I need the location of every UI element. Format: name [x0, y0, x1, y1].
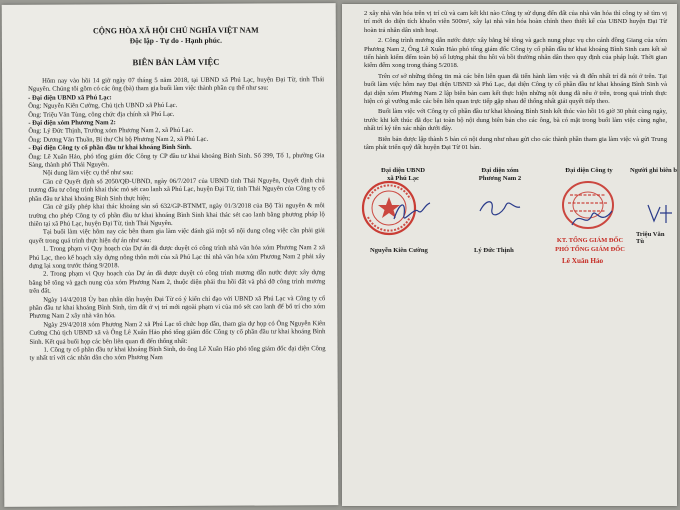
- party-heading-company: - Đại diện Công ty cổ phần đầu tư khai khoáng Bình Sinh.: [28, 144, 192, 152]
- signature-title: Đại diện xóm: [481, 166, 519, 174]
- party-member: Ông: Dương Văn Thuần, Bí thư Chi bộ Phương Nam 2, xã Phú Lạc.: [28, 135, 209, 144]
- paragraph: Tại buổi làm việc hôm nay các bên tham gia làm việc đánh giá một số nội dung công việc cần phải giải quyết trong quá trình thực hiện dự án như sau:: [28, 227, 325, 245]
- national-header: CỘNG HÒA XÃ HỘI CHỦ NGHĨA VIỆT NAM: [92, 25, 259, 36]
- national-motto: Độc lập - Tự do - Hạnh phúc.: [129, 35, 222, 46]
- paragraph: 1. Trong phạm vi Quy hoạch của Dự án đã được duyệt có công trình nhà văn hóa xóm Phương Nam 2 xã Phú Lạc, theo kế hoạch xây dựng nông thôn mới của xã Phú Lạc thì nhà văn hóa xóm Phương Nam 2 phải xây dựng lại xong trước tháng 9/2018.: [28, 244, 326, 270]
- paragraph: Buổi làm việc với Công ty cổ phần đầu tư khai khoáng Bình Sinh kết thúc vào hồi 16 giờ 30 phút cùng ngày, trước khi kết thúc đã đọc lại toàn bộ nội dung biên bản cho các ông, bà có mặt trong buổi làm việc cùng nghe, nhất trí ký tên xác nhận dưới đây.: [364, 108, 667, 133]
- signature-title: Đại diện Công ty: [565, 166, 613, 174]
- paragraph: Nội dung làm việc cụ thể như sau:: [42, 169, 134, 178]
- signature-recorder: [630, 167, 677, 175]
- party-heading-hamlet: - Đại diện xóm Phương Nam 2:: [28, 119, 116, 127]
- paragraph: Trên cơ sở những thông tin mà các bên liên quan đã tiến hành làm việc và đi đến nhất trí đã nói ở trên. Tại buổi làm việc hôm nay Đại diện UBND xã Phú Lạc, đại diện Công ty cổ phần đầu tư khai khoáng Bình Sinh và đại diện xóm Phương Nam 2 lập biên bản cam kết thực hiện những nội dung đã nêu ở trên, trong quá trình thực hiện có gì vướng mắc các bên liên quan trực tiếp gặp nhau để thống nhất giải quyết tiếp theo.: [364, 72, 667, 106]
- paragraph: Biên bản được lập thành 5 bản có nội dung như nhau gửi cho các thành phần tham gia làm việc và gửi Trung tâm phát triển quỹ đất huyện Đại Từ 01 bản.: [364, 135, 667, 152]
- party-member: Ông: Lý Đức Thịnh, Trưởng xóm Phương Nam 2, xã Phú Lạc.: [28, 127, 194, 136]
- company-stamp-position: KT. TỔNG GIÁM ĐỐC: [556, 236, 624, 244]
- signature-subtitle: xã Phú Lạc: [387, 174, 419, 182]
- signature-company: [554, 167, 624, 175]
- document-title: BIÊN BẢN LÀM VIỆC: [132, 56, 220, 68]
- party-member: Ông: Nguyễn Kiên Cường, Chủ tịch UBND xã Phú Lạc.: [28, 102, 178, 110]
- signature-hamlet: [460, 167, 540, 183]
- signature-block: [364, 166, 677, 322]
- signature-title: Đại diện UBND: [381, 166, 425, 174]
- company-stamp-role: PHÓ TỔNG GIÁM ĐỐC: [555, 245, 625, 253]
- signature-subtitle: Phương Nam 2: [478, 174, 522, 182]
- paragraph-intro: Hôm nay vào hồi 14 giờ ngày 07 tháng 5 năm 2018, tại UBND xã Phú Lạc, huyện Đại Từ, tỉnh Thái Nguyên. Chúng tôi gồm có các ông (bà) tham gia buổi làm việc thành phần cụ thể như sau:: [28, 76, 325, 94]
- signatory-name-company: Lê Xuân Hảo: [562, 256, 604, 265]
- document-page-left: [2, 3, 339, 507]
- paragraph: Ngày 14/4/2018 Ủy ban nhân dân huyện Đại Từ có ý kiến chỉ đạo với UBND xã Phú Lạc và Công ty cổ phần đầu tư khai khoáng Bình Sinh, tìm đất ở vị trí mới ngoài phạm vi của mỏ sét cao lanh để bố trí cho xóm Phương Nam 2 xây nhà văn hóa.: [29, 294, 326, 321]
- paragraph: Căn cứ giấy phép khai thác khoáng sản số 632/GP-BTNMT, ngày 01/3/2018 của Bộ Tài nguyên & môi trường cho phép Công ty cổ phần đầu tư khai khoáng Bình Sinh khai thác sét cao lanh bằng phương pháp lộ thiên tại xã Phú Lạc, huyện Đại Từ, tỉnh Thái Nguyên.: [28, 202, 325, 228]
- signatory-name-commune: Nguyễn Kiên Cường: [370, 246, 428, 254]
- signature-title: Người ghi biên b: [630, 166, 677, 174]
- signatory-name-hamlet: Lý Đức Thịnh: [474, 246, 514, 254]
- paragraph: 2. Công trình mương dẫn nước được xây bằng bê tông và gạch nung phục vụ cho cánh đồng Giang của xóm Phương Nam 2, Ông Lê Xuân Hảo phó tổng giám đốc Công ty cổ phần đầu tư khai khoáng Bình Sinh cam kết sẽ tiến hành kiểm đếm toàn bộ số lượng phải thu hồi và bồi thường nhân dân theo quy định của pháp luật. Thời gian kiểm đếm xong trong tháng 5/2018.: [364, 37, 667, 70]
- paragraph: 2 xây nhà văn hóa trên vị trí cũ và cam kết khi nào Công ty sử dụng đến đất của nhà văn hóa thì công ty sẽ tìm vị trí mới do diện tích khuôn viên 500m², xây lại nhà văn hóa hoàn chỉnh theo thiết kế của UBND huyện Đại Từ hoàn trả nhân dân sinh hoạt.: [364, 10, 667, 34]
- signature-scrawl-icon: [570, 207, 614, 231]
- paragraph: 2. Trong phạm vi Quy hoạch của Dự án đã được duyệt có công trình mương dẫn nước được xây dựng bằng bê tông và gạch nung của xóm Phương Nam 2, thuộc diện phải thu hồi đất và phá dỡ công trình mương trên đất.: [29, 269, 326, 295]
- paragraph: 1. Công ty cổ phần đầu tư khai khoáng Bình Sinh, do ông Lê Xuân Hảo phó tổng giám đốc đại diện Công ty nhất trí với các nhân dân cho xóm Phương Nam: [29, 345, 326, 363]
- signatory-name-recorder: Triệu Văn Tù: [636, 230, 665, 245]
- paragraph: Căn cứ Quyết định số 2050/QĐ-UBND, ngày 06/7/2017 của UBND tỉnh Thái Nguyên, Quyết định chủ trương đầu tư công trình khai thác mỏ sét cao lanh xã Phú Lạc, huyện Đại Từ, tỉnh Thái Nguyên của Công ty cổ phần đầu tư khai khoáng Bình Sinh thực hiện;: [28, 177, 325, 203]
- party-member: Ông: Lê Xuân Hảo, phó tổng giám đốc Công ty CP đầu tư khai khoáng Bình Sinh. Số 399, Tổ 1, phường Gia Sàng, thành phố Thái Nguyên.: [28, 151, 325, 169]
- signature-scrawl-icon: [644, 201, 674, 225]
- party-member: Ông: Triệu Văn Tùng, công chức địa chính xã Phú Lạc.: [28, 110, 175, 119]
- document-page-right: [342, 4, 677, 506]
- paragraph: Ngày 29/4/2018 xóm Phương Nam 2 xã Phú Lạc tổ chức họp dân, tham gia dự họp có Ông Nguyễn Kiên Cường Chủ tịch UBND xã và Ông Lê Xuân Hảo phó tổng giám đốc Công ty cổ phần đầu tư khai khoáng Bình Sinh. Kết quả buổi họp các bên liên quan đi đến thống nhất:: [29, 319, 326, 346]
- signature-scrawl-icon: [392, 197, 432, 227]
- signature-scrawl-icon: [476, 195, 522, 223]
- party-heading-commune: - Đại diện UBND xã Phú Lạc:: [28, 94, 112, 102]
